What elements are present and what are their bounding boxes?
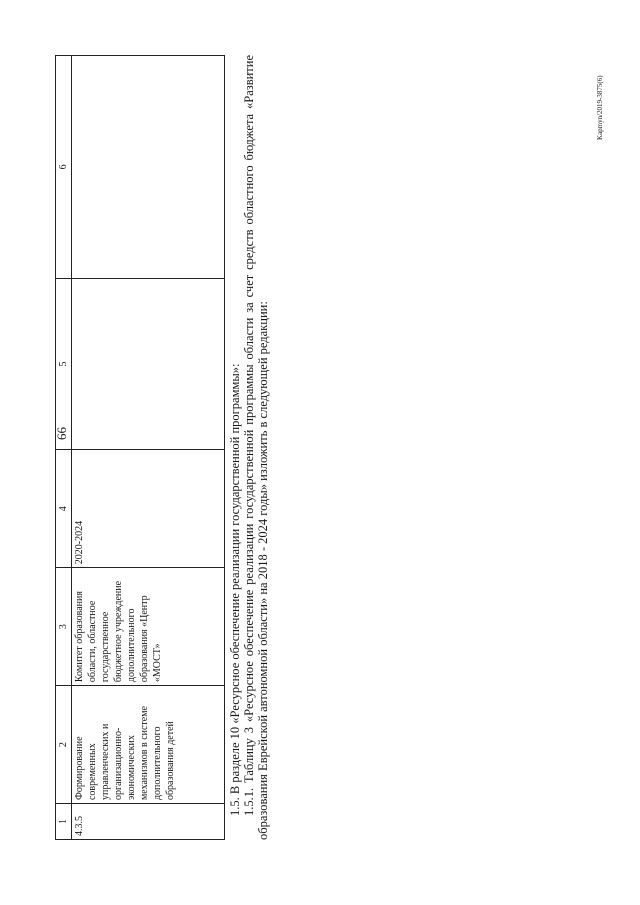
paragraph-section-10: 1.5. В разделе 10 «Ресурсное обеспечение реализации государственной программы»: bbox=[228, 363, 242, 816]
table-cell-activity: Формирование современных управленческих и организационно-экономических механизмов в системе дополнительного образования детей bbox=[72, 686, 225, 804]
column-header: 2 bbox=[56, 686, 72, 804]
document-code: Kapmyn/2019-3875(6) bbox=[596, 75, 604, 140]
table-cell-period: 2020-2024 bbox=[72, 450, 225, 568]
paragraph-table-3: 1.5.1. Таблицу 3 «Ресурсное обеспечение реализации государственной программы области за счет средств областного бюджета «Развитие образования Еврейской автономной области» на 2018 - 2024 годы» изложить в следующей редакции: bbox=[242, 55, 270, 840]
table-cell-col5 bbox=[72, 278, 225, 450]
table-row bbox=[72, 56, 225, 840]
table-cell-col6 bbox=[72, 56, 225, 279]
column-header: 5 bbox=[56, 278, 72, 450]
body-text bbox=[228, 55, 270, 840]
page-number: 66 bbox=[54, 427, 69, 440]
column-header: 1 bbox=[56, 804, 72, 840]
table-header-row bbox=[56, 56, 72, 840]
column-header: 6 bbox=[56, 56, 72, 279]
table-cell-executor: Комитет образования области, областное государственное бюджетное учреждение дополнительного образования «Центр «МОСТ» bbox=[72, 568, 225, 686]
column-header: 4 bbox=[56, 450, 72, 568]
program-table bbox=[55, 55, 225, 840]
column-header: 3 bbox=[56, 568, 72, 686]
rotated-content bbox=[55, 55, 310, 840]
table-cell-number: 4.3.5 bbox=[72, 804, 225, 840]
